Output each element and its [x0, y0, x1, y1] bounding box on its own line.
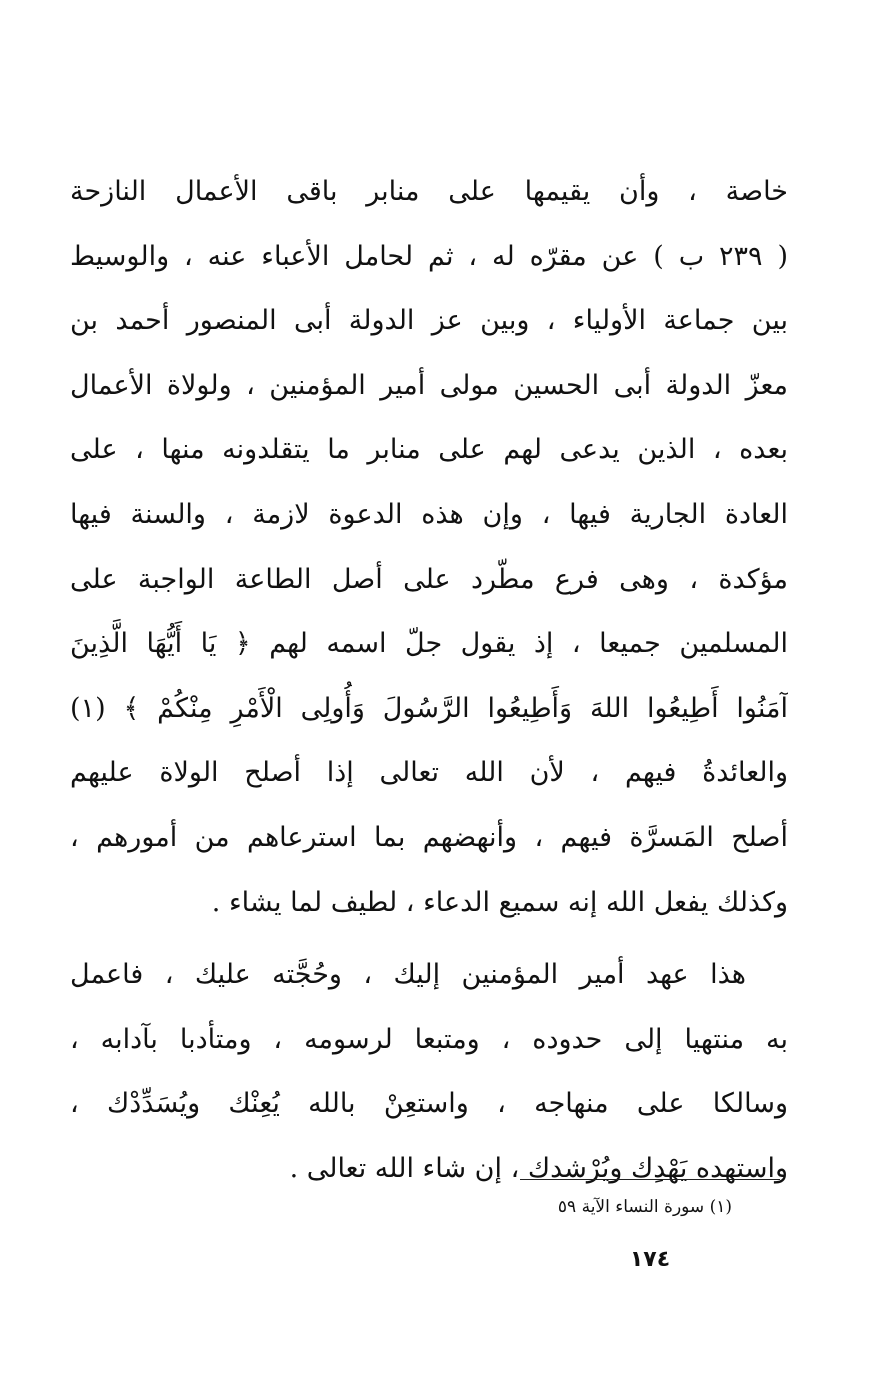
paragraph-gap: [70, 935, 788, 943]
text-line-7: مؤكدة ، وهى فرع مطّرد على أصل الطاعة الواجبة على: [70, 563, 788, 595]
text-line-14: به منتهيا إلى حدوده ، ومتبعا لرسومه ، ومتأدبا بآدابه ،: [70, 1023, 788, 1055]
text-line-16: واستهده يَهْدِك ويُرْشدك ، إن شاء الله تعالى .: [289, 1152, 788, 1184]
text-line-1: خاصة ، وأن يقيمها على منابر باقى الأعمال النازحة: [70, 176, 788, 207]
text-line-6: العادة الجارية فيها ، وإن هذه الدعوة لازمة ، والسنة فيها: [70, 498, 788, 530]
footnote-divider: [520, 1179, 780, 1180]
text-line-12: وكذلك يفعل الله إنه سميع الدعاء ، لطيف لما يشاء .: [211, 886, 788, 918]
footnote: (١) سورة النساء الآية ٥٩: [557, 1197, 732, 1217]
main-text: [70, 160, 788, 1202]
text-line-15: وسالكا على منهاجه ، واستعِنْ بالله يُعِنْك ويُسَدِّدْك ،: [70, 1088, 788, 1120]
quran-verse-line: آمَنُوا أَطِيعُوا اللهَ وَأَطِيعُوا الرَّسُولَ وَأُولِى الْأَمْرِ مِنْكُمْ ﴾ (١): [70, 692, 788, 724]
text-line-10: والعائدةُ فيهم ، لأن الله تعالى إذا أصلح الولاة عليهم: [70, 757, 788, 789]
text-line-4: معزّ الدولة أبى الحسين مولى أمير المؤمنين ، ولولاة الأعمال: [70, 369, 788, 401]
page-number: ١٧٤: [629, 1247, 671, 1272]
text-line-3: بين جماعة الأولياء ، وبين عز الدولة أبى المنصور أحمد بن: [70, 305, 788, 337]
text-line-5: بعده ، الذين يدعى لهم على منابر ما يتقلدونه منها ، على: [70, 434, 788, 466]
text-line-8: المسلمين جميعا ، إذ يقول جلّ اسمه لهم ﴿ يَا أَيُّهَا الَّذِينَ: [70, 628, 788, 660]
text-line-13: هذا عهد أمير المؤمنين إليك ، وحُجَّته عليك ، فاعمل: [70, 959, 746, 991]
text-line-11: أصلح المَسرَّة فيهم ، وأنهضهم بما استرعاهم من أمورهم ،: [70, 821, 788, 853]
text-line-2: ( ٢٣٩ ب ) عن مقرّه له ، ثم لحامل الأعباء عنه ، والوسيط: [70, 240, 788, 272]
